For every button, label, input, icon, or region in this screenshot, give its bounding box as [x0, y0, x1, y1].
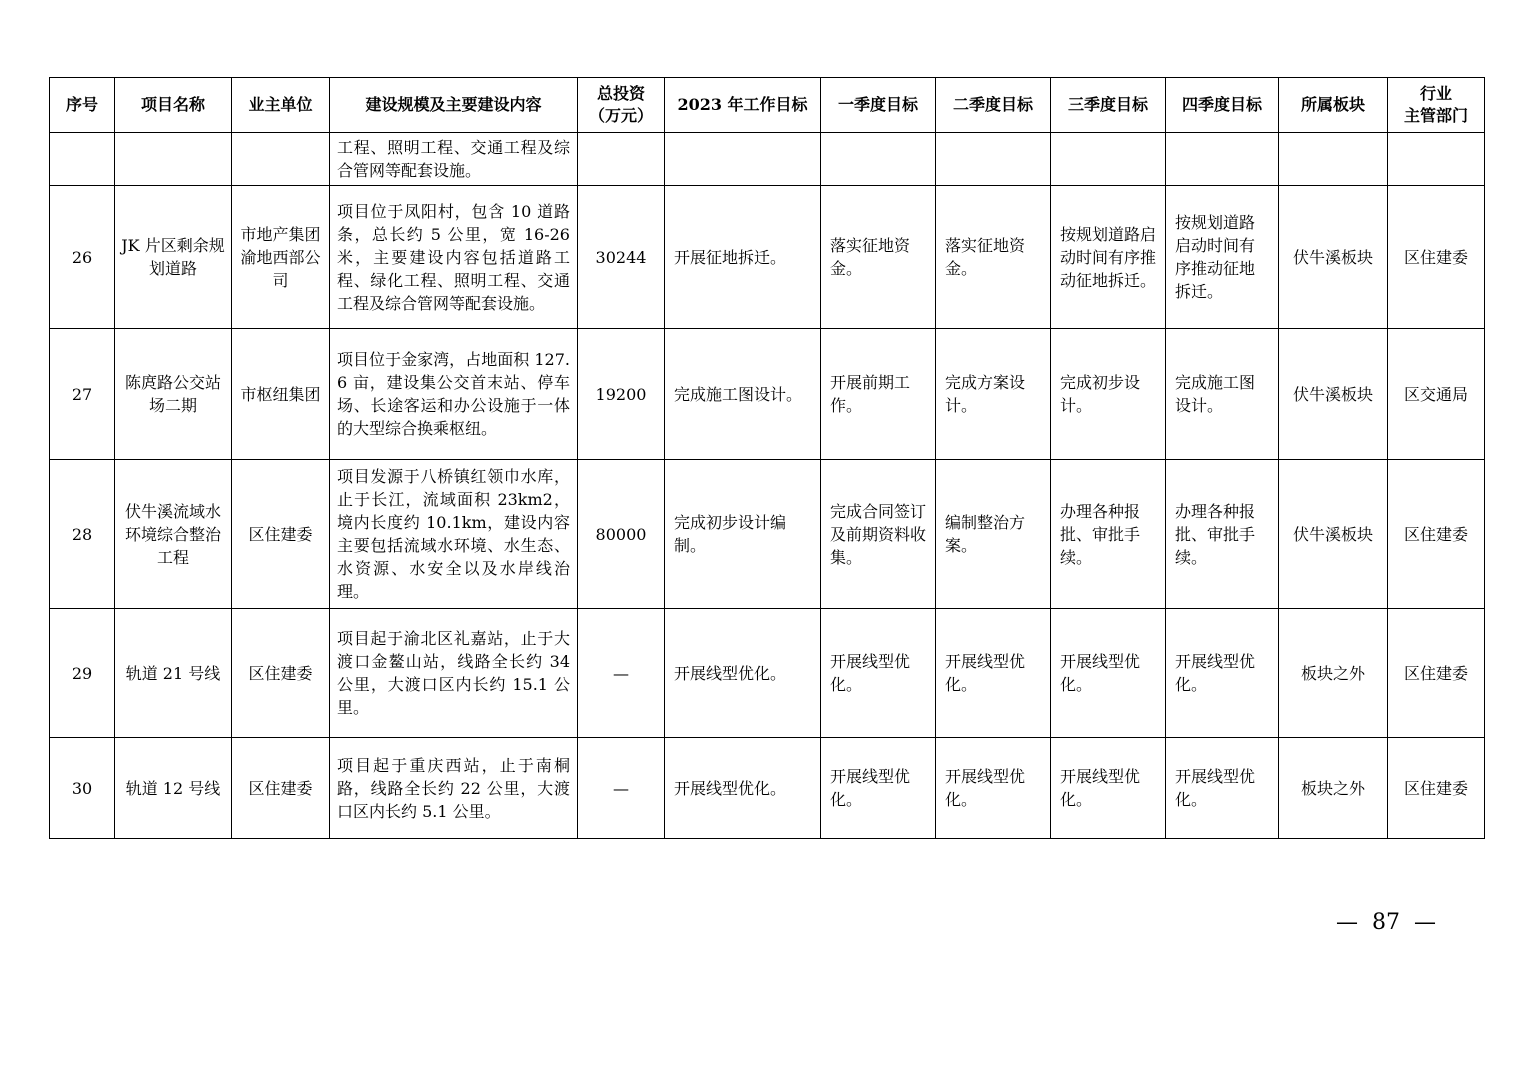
cell-q3: 按规划道路启动时间有序推动征地拆迁。	[1051, 186, 1166, 329]
cell-q2	[936, 133, 1051, 186]
cell-seq: 26	[50, 186, 115, 329]
cell-q4: 完成施工图设计。	[1166, 329, 1279, 460]
cell-owner: 市地产集团渝地西部公司	[232, 186, 330, 329]
header-scope: 建设规模及主要建设内容	[330, 78, 578, 133]
cell-dept: 区住建委	[1388, 738, 1485, 839]
cell-q2: 编制整治方案。	[936, 460, 1051, 609]
cell-goal-2023: 开展线型优化。	[665, 609, 821, 738]
cell-scope: 项目起于重庆西站，止于南桐路，线路全长约 22 公里，大渡口区内长约 5.1 公里。	[330, 738, 578, 839]
cell-q4: 开展线型优化。	[1166, 609, 1279, 738]
cell-owner: 区住建委	[232, 609, 330, 738]
cell-q3: 开展线型优化。	[1051, 609, 1166, 738]
header-investment: 总投资 （万元）	[578, 78, 665, 133]
cell-project-name: 陈庹路公交站场二期	[115, 329, 232, 460]
cell-goal-2023: 开展线型优化。	[665, 738, 821, 839]
cell-q1: 开展线型优化。	[821, 738, 936, 839]
cell-q2: 完成方案设计。	[936, 329, 1051, 460]
cell-q4: 开展线型优化。	[1166, 738, 1279, 839]
cell-block: 板块之外	[1279, 609, 1388, 738]
table-header	[50, 78, 1485, 133]
cell-q3: 完成初步设计。	[1051, 329, 1166, 460]
cell-scope: 项目位于凤阳村，包含 10 道路条，总长约 5 公里，宽 16-26 米，主要建设内容包括道路工程、绿化工程、照明工程、交通工程及综合管网等配套设施。	[330, 186, 578, 329]
cell-q1: 落实征地资金。	[821, 186, 936, 329]
cell-q2: 开展线型优化。	[936, 609, 1051, 738]
cell-block	[1279, 133, 1388, 186]
table-row	[50, 133, 1485, 186]
header-q4: 四季度目标	[1166, 78, 1279, 133]
cell-investment: —	[578, 609, 665, 738]
page-number: — 87 —	[1336, 910, 1436, 935]
cell-q1	[821, 133, 936, 186]
cell-q4: 按规划道路启动时间有序推动征地拆迁。	[1166, 186, 1279, 329]
cell-investment: —	[578, 738, 665, 839]
cell-goal-2023	[665, 133, 821, 186]
cell-seq: 29	[50, 609, 115, 738]
cell-dept: 区住建委	[1388, 609, 1485, 738]
header-seq: 序号	[50, 78, 115, 133]
cell-scope: 工程、照明工程、交通工程及综合管网等配套设施。	[330, 133, 578, 186]
header-q3: 三季度目标	[1051, 78, 1166, 133]
cell-project-name: 轨道 21 号线	[115, 609, 232, 738]
cell-goal-2023: 开展征地拆迁。	[665, 186, 821, 329]
cell-project-name: 轨道 12 号线	[115, 738, 232, 839]
cell-project-name: 伏牛溪流域水环境综合整治工程	[115, 460, 232, 609]
cell-seq: 27	[50, 329, 115, 460]
cell-block: 伏牛溪板块	[1279, 329, 1388, 460]
cell-project-name: JK 片区剩余规划道路	[115, 186, 232, 329]
header-q2: 二季度目标	[936, 78, 1051, 133]
cell-dept: 区住建委	[1388, 460, 1485, 609]
cell-scope: 项目位于金家湾，占地面积 127.6 亩，建设集公交首末站、停车场、长途客运和办公设施于一体的大型综合换乘枢纽。	[330, 329, 578, 460]
cell-investment: 19200	[578, 329, 665, 460]
cell-q1: 开展前期工作。	[821, 329, 936, 460]
cell-q1: 完成合同签订及前期资料收集。	[821, 460, 936, 609]
cell-seq: 28	[50, 460, 115, 609]
cell-block: 板块之外	[1279, 738, 1388, 839]
cell-seq	[50, 133, 115, 186]
cell-q3	[1051, 133, 1166, 186]
cell-q4: 办理各种报批、审批手续。	[1166, 460, 1279, 609]
cell-goal-2023: 完成初步设计编制。	[665, 460, 821, 609]
header-dept: 行业 主管部门	[1388, 78, 1485, 133]
cell-block: 伏牛溪板块	[1279, 186, 1388, 329]
table-body	[50, 133, 1485, 839]
cell-goal-2023: 完成施工图设计。	[665, 329, 821, 460]
header-project-name: 项目名称	[115, 78, 232, 133]
cell-investment	[578, 133, 665, 186]
table-row	[50, 329, 1485, 460]
cell-owner: 区住建委	[232, 460, 330, 609]
header-block: 所属板块	[1279, 78, 1388, 133]
cell-owner: 市枢纽集团	[232, 329, 330, 460]
table-row	[50, 738, 1485, 839]
header-owner: 业主单位	[232, 78, 330, 133]
cell-dept: 区交通局	[1388, 329, 1485, 460]
cell-project-name	[115, 133, 232, 186]
cell-dept	[1388, 133, 1485, 186]
cell-q2: 开展线型优化。	[936, 738, 1051, 839]
header-q1: 一季度目标	[821, 78, 936, 133]
cell-q3: 开展线型优化。	[1051, 738, 1166, 839]
cell-q2: 落实征地资金。	[936, 186, 1051, 329]
cell-investment: 30244	[578, 186, 665, 329]
table-row	[50, 186, 1485, 329]
cell-dept: 区住建委	[1388, 186, 1485, 329]
cell-seq: 30	[50, 738, 115, 839]
cell-scope: 项目发源于八桥镇红领巾水库，止于长江，流域面积 23km2，境内长度约 10.1km，建设内容主要包括流域水环境、水生态、水资源、水安全以及水岸线治理。	[330, 460, 578, 609]
cell-q3: 办理各种报批、审批手续。	[1051, 460, 1166, 609]
cell-q4	[1166, 133, 1279, 186]
cell-investment: 80000	[578, 460, 665, 609]
cell-scope: 项目起于渝北区礼嘉站，止于大渡口金鳌山站，线路全长约 34 公里，大渡口区内长约 15.1 公里。	[330, 609, 578, 738]
header-goal-2023: 2023 年工作目标	[665, 78, 821, 133]
cell-block: 伏牛溪板块	[1279, 460, 1388, 609]
table-row	[50, 609, 1485, 738]
table-row	[50, 460, 1485, 609]
cell-q1: 开展线型优化。	[821, 609, 936, 738]
cell-owner: 区住建委	[232, 738, 330, 839]
project-table	[49, 77, 1485, 839]
cell-owner	[232, 133, 330, 186]
